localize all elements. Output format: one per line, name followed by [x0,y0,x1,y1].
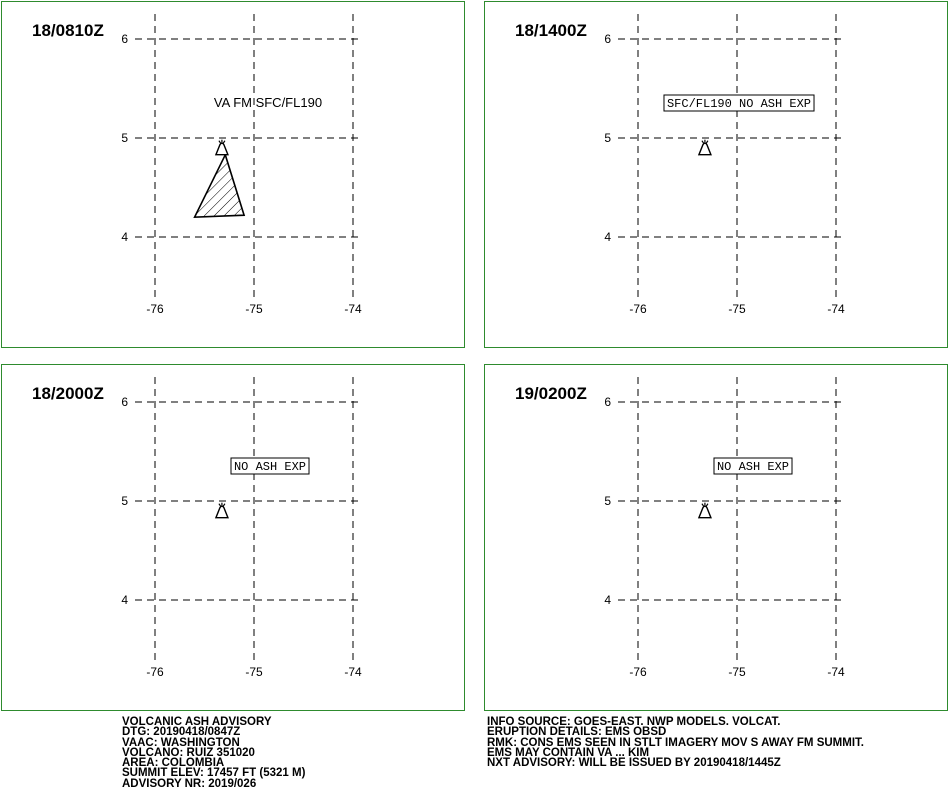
latitude-tick-label: 5 [121,131,128,145]
advisory-header-block [122,717,305,789]
forecast-panel-1400z [484,1,948,348]
longitude-tick-label: -74 [827,302,845,316]
longitude-tick-label: -74 [344,302,362,316]
volcano-icon [216,503,228,518]
map-canvas [485,2,947,347]
map-canvas [2,365,464,710]
latitude-tick-label: 6 [604,32,611,46]
latitude-tick-label: 4 [121,593,128,607]
longitude-tick-label: -76 [629,302,647,316]
advisory-line: VOLCANIC ASH ADVISORY [122,716,272,728]
forecast-label-text: NO ASH EXP [233,460,307,474]
advisory-line: ADVISORY NR: 2019/026 [122,777,257,790]
forecast-panel-2000z [1,364,465,711]
latitude-tick-label: 5 [121,494,128,508]
longitude-tick-label: -75 [245,665,263,679]
valid-time-title: 19/0200Z [515,384,587,403]
forecast-label-text: VA FM SFC/FL190 [213,95,323,110]
longitude-tick-label: -75 [728,665,746,679]
latitude-tick-label: 5 [604,131,611,145]
volcano-icon [699,503,711,518]
advisory-details-block [487,717,864,768]
map-canvas [2,2,464,347]
latitude-tick-label: 6 [121,395,128,409]
longitude-tick-label: -76 [629,665,647,679]
advisory-line: EMS MAY CONTAIN VA ... KIM [487,746,650,759]
ash-cloud-area [195,155,245,217]
advisory-line: RMK: CONS EMS SEEN IN STLT IMAGERY MOV S AWAY FM SUMMIT. [487,736,864,749]
longitude-tick-label: -74 [344,665,362,679]
latitude-tick-label: 5 [604,494,611,508]
valid-time-title: 18/1400Z [515,21,587,40]
longitude-tick-label: -75 [728,302,746,316]
advisory-line: DTG: 20190418/0847Z [122,726,241,739]
advisory-line: VAAC: WASHINGTON [122,736,240,749]
advisory-line: ERUPTION DETAILS: EMS OBSD [487,726,667,739]
valid-time-title: 18/0810Z [32,21,104,40]
map-canvas [485,365,947,710]
advisory-line: SUMMIT ELEV: 17457 FT (5321 M) [122,767,306,780]
latitude-tick-label: 4 [604,593,611,607]
volcano-icon [216,140,228,155]
forecast-label-text: NO ASH EXP [716,460,790,474]
longitude-tick-label: -74 [827,665,845,679]
forecast-panel-0200z [484,364,948,711]
advisory-line: INFO SOURCE: GOES-EAST. NWP MODELS. VOLCAT. [487,716,781,728]
latitude-tick-label: 4 [121,230,128,244]
longitude-tick-label: -75 [245,302,263,316]
latitude-tick-label: 6 [121,32,128,46]
longitude-tick-label: -76 [146,665,164,679]
volcano-icon [699,140,711,155]
latitude-tick-label: 6 [604,395,611,409]
advisory-line: AREA: COLOMBIA [122,757,225,770]
valid-time-title: 18/2000Z [32,384,104,403]
latitude-tick-label: 4 [604,230,611,244]
forecast-panel-0810z [1,1,465,348]
advisory-line: VOLCANO: RUIZ 351020 [122,746,255,759]
advisory-line: NXT ADVISORY: WILL BE ISSUED BY 20190418/1445Z [487,757,781,770]
forecast-label-text: SFC/FL190 NO ASH EXP [666,97,812,111]
longitude-tick-label: -76 [146,302,164,316]
